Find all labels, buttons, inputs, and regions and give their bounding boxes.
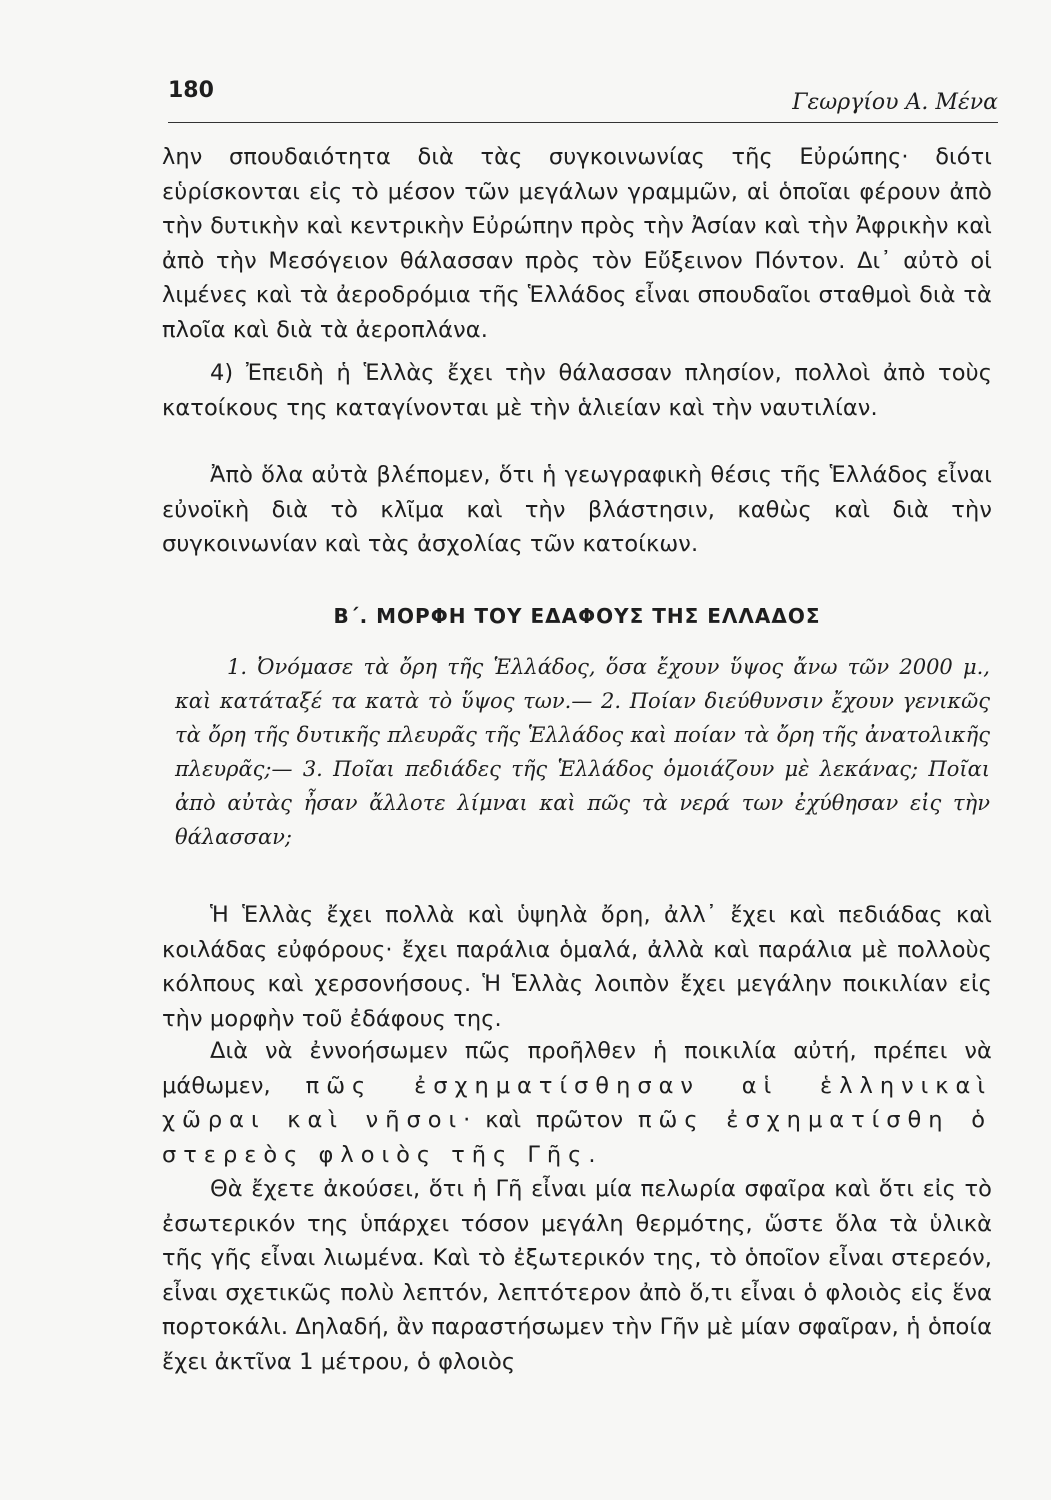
exercise-questions: 1. Ὀνόμασε τὰ ὄρη τῆς Ἑλλάδος, ὅσα ἔχουν ὕψος ἄνω τῶν 2000 μ., καὶ κατάταξέ τα κατὰ τὸ ὕψος των.— 2. Ποίαν διεύθυνσιν ἔχουν γενικῶς τὰ ὄρη τῆς δυτικῆς πλευρᾶς τῆς Ἑλλάδος καὶ ποίαν τὰ ὄρη τῆς ἀνατολικῆς πλευρᾶς;— 3. Ποῖαι πεδιάδες τῆς Ἑλλάδος ὁμοιάζουν μὲ λεκάνας; Ποῖαι ἀπὸ αὐτὰς ἦσαν ἄλλοτε λίμναι καὶ πῶς τὰ νερά των ἐχύθησαν εἰς τὴν θάλασσαν;: [175, 655, 990, 849]
running-head: Γεωργίου Α. Μένα: [792, 90, 998, 115]
page-number: 180: [168, 78, 214, 103]
paragraph-3: Ἀπὸ ὅλα αὐτὰ βλέπομεν, ὅτι ἡ γεωγραφικὴ θέσις τῆς Ἑλλάδος εἶναι εὐνοϊκὴ διὰ τὸ κλῖμα καὶ τὴν βλάστησιν, καθὼς καὶ διὰ τὴν συγκοινωνίαν καὶ τὰς ἀσχολίας τῶν κατοίκων.: [162, 462, 992, 557]
paragraph-5-text-a: Διὰ νὰ ἐννοήσωμεν πῶς προῆλθεν ἡ ποικιλία αὐτή, πρέπει νὰ μάθωμεν,: [162, 1038, 992, 1099]
paragraph-5-text-c: · καὶ πρῶτον: [463, 1107, 624, 1133]
paragraph-5-text-e: .: [588, 1141, 596, 1168]
page-header: [168, 74, 998, 123]
paragraph-4: Ἡ Ἑλλὰς ἔχει πολλὰ καὶ ὑψηλὰ ὄρη, ἀλλ᾽ ἔχει καὶ πεδιάδας καὶ κοιλάδας εὐφόρους· ἔχει παράλια ὁμαλά, ἀλλὰ καὶ παράλια μὲ πολλοὺς κόλπους καὶ χερσονήσους. Ἡ Ἑλλὰς λοιπὸν ἔχει μεγάλην ποικιλίαν εἰς τὴν μορφὴν τοῦ ἐδάφους της.: [162, 902, 992, 1032]
emphasis-1: πῶς ἐσχηματίσθησαν αἱ ἑλληνικαὶ χῶραι καὶ νῆσοι: [162, 1072, 992, 1133]
paragraph-5: [162, 1034, 992, 1172]
paragraph-2: 4) Ἐπειδὴ ἡ Ἑλλὰς ἔχει τὴν θάλασσαν πλησίον, πολλοὶ ἀπὸ τοὺς κατοίκους της καταγίνονται μὲ τὴν ἁλιείαν καὶ τὴν ναυτιλίαν.: [162, 360, 992, 421]
paragraph-6: Θὰ ἔχετε ἀκούσει, ὅτι ἡ Γῆ εἶναι μία πελωρία σφαῖρα καὶ ὅτι εἰς τὸ ἐσωτερικόν της ὑπάρχει τόσον μεγάλη θερμότης, ὥστε ὅλα τὰ ὑλικὰ τῆς γῆς εἶναι λιωμένα. Καὶ τὸ ἐξωτερικόν της, τὸ ὁποῖον εἶναι στερεόν, εἶναι σχετικῶς πολὺ λεπτόν, λεπτότερον ἀπὸ ὅ,τι εἶναι ὁ φλοιὸς εἰς ἕνα πορτοκάλι. Δηλαδή, ἂν παραστήσωμεν τὴν Γῆν μὲ μίαν σφαῖραν, ἡ ὁποία ἔχει ἀκτῖνα 1 μέτρου, ὁ φλοιὸς: [162, 1176, 992, 1375]
emphasis-2: πῶς ἐσχηματίσθη ὁ στερεὸς φλοιὸς τῆς Γῆς: [162, 1107, 992, 1168]
paragraph-1: λην σπουδαιότητα διὰ τὰς συγκοινωνίας τῆς Εὐρώπης· διότι εὑρίσκονται εἰς τὸ μέσον τῶν μεγάλων γραμμῶν, αἱ ὁποῖαι φέρουν ἀπὸ τὴν δυτικὴν καὶ κεντρικὴν Εὐρώπην πρὸς τὴν Ἀσίαν καὶ τὴν Ἀφρικὴν καὶ ἀπὸ τὴν Μεσόγειον θάλασσαν πρὸς τὸν Εὔξεινον Πόντον. Δι᾽ αὐτὸ οἱ λιμένες καὶ τὰ ἀεροδρόμια τῆς Ἑλλάδος εἶναι σπουδαῖοι σταθμοὶ διὰ τὰ πλοῖα καὶ διὰ τὰ ἀεροπλάνα.: [162, 144, 992, 343]
section-heading: Β΄. ΜΟΡΦΗ ΤΟΥ ΕΔΑΦΟΥΣ ΤΗΣ ΕΛΛΑΔΟΣ: [333, 604, 821, 628]
